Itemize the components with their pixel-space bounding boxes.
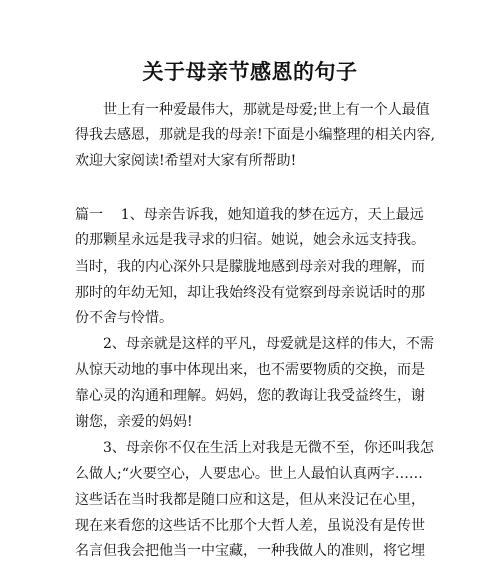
section-3-line-5: 名言但我会把他当一中宝藏，一种我做人的准则，将它埋 (75, 543, 425, 559)
section-2-line-2: 从惊天动地的事中体现出来，也不需要物质的交换，而是 (75, 362, 425, 378)
section-3-line-2: 么做人;“火要空心，人要忠心。世上人最怕认真两字…… (75, 466, 423, 482)
section-1-line-4: 那时的年幼无知，却让我始终没有觉察到母亲说话时的那 (75, 285, 425, 301)
intro-line-3: 欢迎大家阅读!希望对大家有所帮助! (75, 153, 297, 169)
section-3-line-3: 这些话在当时我都是随口应和这是，但从来没记在心里， (75, 492, 425, 508)
section-1-line-1: 篇一 1、母亲告诉我，她知道我的梦在远方，天上最远 (75, 207, 424, 223)
section-2-line-4: 谢您，亲爱的妈妈! (75, 414, 193, 430)
intro-line-2: 得我去感恩，那就是我的母亲!下面是小编整理的相关内容, (75, 127, 436, 143)
document-title: 关于母亲节感恩的句子 (142, 59, 358, 84)
section-1-line-3: 当时，我的内心深外只是朦胧地感到母亲对我的理解，而 (75, 259, 425, 275)
section-3-line-4: 现在来看您的这些话不比那个大哲人差，虽说没有是传世 (75, 518, 425, 534)
section-3-line-1: 3、母亲你不仅在生活上对我是无微不至，你还叫我怎 (103, 440, 434, 456)
section-2-line-1: 2、母亲就是这样的平凡，母爱就是这样的伟大，不需 (103, 336, 434, 352)
intro-line-1: 世上有一种爱最伟大，那就是母爱;世上有一个人最值 (103, 102, 430, 118)
section-1-line-2: 的那颗星永远是我寻求的归宿。她说，她会永远支持我。 (75, 232, 425, 248)
section-1-line-5: 份不舍与怜惜。 (75, 310, 173, 326)
section-2-line-3: 靠心灵的沟通和理解。妈妈，您的教诲让我受益终生，谢 (75, 388, 425, 404)
